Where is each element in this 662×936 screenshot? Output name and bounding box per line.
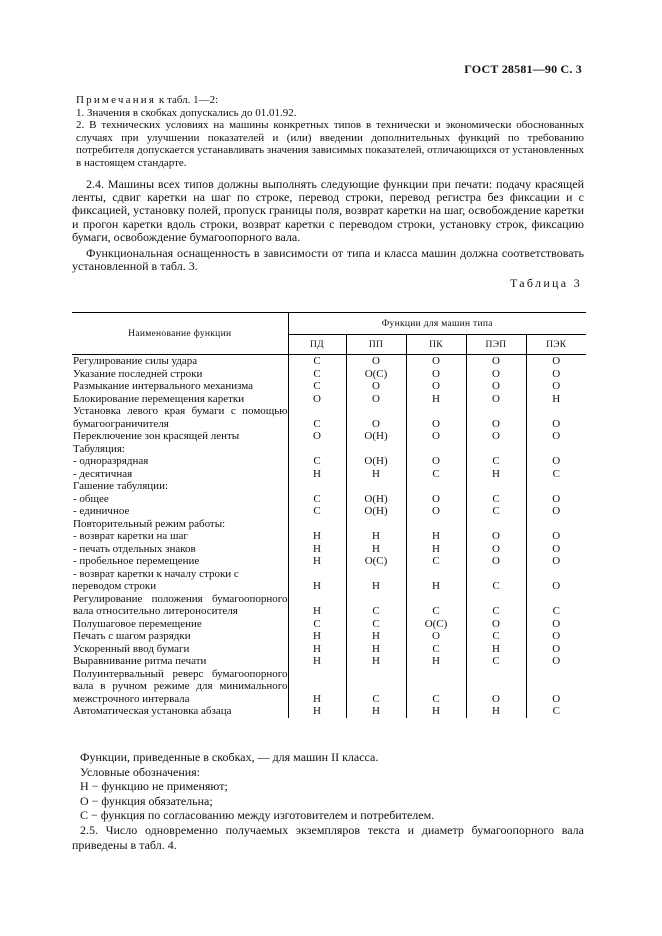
cell-value: О — [466, 405, 526, 430]
cell-value: Н — [466, 705, 526, 718]
cell-value: О — [466, 368, 526, 381]
cell-value: О — [406, 380, 466, 393]
cell-value: Н — [288, 643, 346, 656]
row-function-name — [72, 443, 288, 456]
table-row — [72, 543, 586, 556]
row-function-name — [72, 593, 288, 618]
cell-value — [288, 480, 346, 493]
row-function-name — [72, 455, 288, 468]
cell-value: О — [526, 568, 586, 593]
col-header-type: ПК — [406, 335, 466, 355]
cell-value — [526, 518, 586, 531]
row-function-name — [72, 543, 288, 556]
brackets-note: Функции, приведенные в скобках, — для машин II класса. — [80, 750, 379, 764]
cell-value: Н — [288, 468, 346, 481]
row-function-label: Автоматическая установка абзаца — [73, 705, 232, 717]
cell-value: О — [526, 368, 586, 381]
cell-value: Н — [406, 568, 466, 593]
cell-value: О — [466, 430, 526, 443]
cell-value: С — [406, 555, 466, 568]
cell-value — [526, 480, 586, 493]
cell-value: С — [288, 355, 346, 368]
cell-value: О — [526, 655, 586, 668]
notes-title-rest: к табл. 1—2: — [156, 94, 219, 106]
cell-value: С — [406, 668, 466, 706]
row-function-label: - печать отдельных знаков — [73, 542, 196, 555]
row-function-name — [72, 518, 288, 531]
cell-value: О — [346, 405, 406, 430]
table-row — [72, 530, 586, 543]
cell-value: О — [526, 555, 586, 568]
cell-value: О — [406, 455, 466, 468]
cell-value: С — [526, 593, 586, 618]
cell-value: С — [466, 455, 526, 468]
table-row — [72, 405, 586, 430]
cell-value: О(Н) — [346, 493, 406, 506]
cell-value: С — [406, 643, 466, 656]
cell-value: О(С) — [346, 368, 406, 381]
legend-c: С − функция по согласованию между изготовителем и потребителем. — [80, 808, 435, 823]
row-function-name — [72, 505, 288, 518]
cell-value: О — [526, 543, 586, 556]
cell-value: С — [466, 493, 526, 506]
cell-value: О — [526, 355, 586, 368]
cell-value: О — [526, 668, 586, 706]
row-function-label: Повторительный режим работы: — [73, 517, 226, 530]
row-function-label: Полуинтервальный реверс бумагоопорного вала в ручном режиме для минимального межстрочного интервала — [73, 667, 288, 705]
cell-value: Н — [406, 655, 466, 668]
cell-value: О — [346, 393, 406, 406]
cell-value: С — [466, 568, 526, 593]
notes-block — [72, 94, 584, 170]
cell-value: О(Н) — [346, 430, 406, 443]
cell-value: О — [466, 618, 526, 631]
body-text-1 — [72, 178, 584, 273]
table-row — [72, 430, 586, 443]
table-row — [72, 593, 586, 618]
table-row — [72, 355, 586, 368]
cell-value — [288, 518, 346, 531]
cell-value: С — [466, 505, 526, 518]
cell-value: О — [466, 543, 526, 556]
cell-value: О — [406, 505, 466, 518]
cell-value: Н — [406, 530, 466, 543]
cell-value: С — [526, 468, 586, 481]
table-row — [72, 555, 586, 568]
cell-value: Н — [466, 468, 526, 481]
table-row — [72, 493, 586, 506]
row-function-name — [72, 555, 288, 568]
cell-value — [406, 518, 466, 531]
cell-value: С — [288, 455, 346, 468]
row-function-name — [72, 468, 288, 481]
cell-value: С — [288, 380, 346, 393]
cell-value — [346, 480, 406, 493]
cell-value — [406, 480, 466, 493]
page-header: ГОСТ 28581—90 С. 3 — [464, 62, 582, 76]
paragraph-2-5: 2.5. Число одновременно получаемых экземпляров текста и диаметр бумагоопорного вала приведены в табл. 4. — [72, 822, 584, 852]
row-function-label: Размыкание интервального механизма — [73, 380, 254, 392]
cell-value: О(Н) — [346, 455, 406, 468]
legend-o: О − функция обязательна; — [80, 793, 213, 808]
cell-value: Н — [346, 705, 406, 718]
functions-table — [72, 312, 586, 718]
row-function-name — [72, 668, 288, 706]
row-function-label: - десятичная — [73, 467, 133, 480]
cell-value: С — [346, 618, 406, 631]
row-function-label: Табуляция: — [73, 442, 125, 455]
row-function-name — [72, 630, 288, 643]
cell-value: О — [526, 643, 586, 656]
row-function-name — [72, 655, 288, 668]
cell-value: О — [288, 393, 346, 406]
cell-value: Н — [526, 393, 586, 406]
cell-value: Н — [288, 630, 346, 643]
row-function-name — [72, 705, 288, 718]
cell-value: Н — [346, 643, 406, 656]
cell-value — [346, 443, 406, 456]
cell-value: Н — [288, 705, 346, 718]
cell-value: Н — [406, 543, 466, 556]
row-function-label: - одноразрядная — [73, 455, 149, 467]
cell-value — [466, 480, 526, 493]
col-header-type: ПЭП — [466, 335, 526, 355]
cell-value — [466, 443, 526, 456]
row-function-name — [72, 405, 288, 430]
cell-value: О — [526, 380, 586, 393]
cell-value: О — [526, 405, 586, 430]
row-function-label: Регулирование силы удара — [73, 355, 198, 367]
row-function-label: Гашение табуляции: — [73, 480, 169, 492]
table-row — [72, 568, 586, 593]
cell-value: О — [406, 430, 466, 443]
cell-value: Н — [466, 643, 526, 656]
cell-value: Н — [346, 655, 406, 668]
cell-value: Н — [346, 630, 406, 643]
col-header-name: Наименование функции — [72, 313, 288, 355]
cell-value: О — [466, 355, 526, 368]
cell-value: Н — [346, 530, 406, 543]
table-row — [72, 443, 586, 456]
notes-title — [72, 94, 584, 107]
cell-value: О — [406, 493, 466, 506]
table-row — [72, 393, 586, 406]
col-header-type: ПП — [346, 335, 406, 355]
cell-value — [526, 443, 586, 456]
row-function-label: Ускоренный ввод бумаги — [73, 642, 190, 655]
cell-value: О — [526, 455, 586, 468]
cell-value: О — [466, 555, 526, 568]
table-row — [72, 655, 586, 668]
cell-value: О — [466, 530, 526, 543]
row-function-name — [72, 368, 288, 381]
cell-value: Н — [346, 543, 406, 556]
cell-value: С — [288, 505, 346, 518]
cell-value: Н — [288, 593, 346, 618]
row-function-label: Установка левого края бумаги с помощью бумагоограничителя — [73, 405, 288, 430]
row-function-name — [72, 493, 288, 506]
cell-value: О — [526, 618, 586, 631]
col-header-type: ПЭК — [526, 335, 586, 355]
cell-value: Н — [288, 530, 346, 543]
cell-value: О — [526, 430, 586, 443]
row-function-label: Регулирование положения бумагоопорного вала относительно литероносителя — [73, 592, 288, 617]
cell-value: С — [466, 593, 526, 618]
table-row — [72, 705, 586, 718]
table-caption: Таблица 3 — [509, 276, 582, 290]
table-row — [72, 505, 586, 518]
cell-value: С — [288, 368, 346, 381]
row-function-label: Выравнивание ритма печати — [73, 655, 207, 667]
row-function-label: - возврат каретки к началу строки с переводом строки — [72, 567, 239, 592]
col-header-group: Функции для машин типа — [288, 313, 586, 335]
cell-value: О — [406, 368, 466, 381]
cell-value: О — [526, 630, 586, 643]
cell-value: О — [406, 355, 466, 368]
cell-value: О — [526, 530, 586, 543]
row-function-name — [72, 380, 288, 393]
cell-value: О(С) — [406, 618, 466, 631]
table-row — [72, 618, 586, 631]
row-function-name — [72, 643, 288, 656]
cell-value: С — [346, 668, 406, 706]
cell-value: О — [346, 380, 406, 393]
row-function-label: - единичное — [73, 505, 130, 517]
row-function-name — [72, 355, 288, 368]
table-row — [72, 668, 586, 706]
cell-value: О — [466, 393, 526, 406]
row-function-label: - общее — [73, 492, 109, 505]
row-function-label: Указание последней строки — [73, 367, 203, 380]
row-function-name — [72, 480, 288, 493]
cell-value: С — [466, 630, 526, 643]
legend-h: Н − функцию не применяют; — [80, 779, 228, 794]
table-row — [72, 480, 586, 493]
cell-value — [288, 443, 346, 456]
row-function-label: Полушаговое перемещение — [73, 617, 202, 630]
cell-value: О — [526, 493, 586, 506]
cell-value: С — [406, 593, 466, 618]
cell-value: О — [288, 430, 346, 443]
cell-value: О(С) — [346, 555, 406, 568]
col-header-type: ПД — [288, 335, 346, 355]
table-row — [72, 468, 586, 481]
cell-value: О — [466, 668, 526, 706]
body-text-2 — [72, 750, 584, 852]
cell-value: О — [406, 405, 466, 430]
paragraph-2-4: 2.4. Машины всех типов должны выполнять следующие функции при печати: подачу красящей ленты, сдвиг каретки на шаг по строке, перевод строки, перевод регистра без фиксации и с фиксацией, установку полей, пропуск границы поля, возврат каретки на шаг, освобождение каретки и прогон каретки вдоль строки, возврат каретки с переводом строки, установку строк, фиксацию бумаги, освобождение бумагоопорного вала. — [72, 177, 584, 244]
row-function-label: - возврат каретки на шаг — [73, 530, 188, 542]
row-function-name — [72, 530, 288, 543]
row-function-label: Переключение зон красящей ленты — [73, 430, 240, 442]
note-2: 2. В технических условиях на машины конкретных типов в технически и экономически обоснованных случаях при улучшении показателей и (или) введении дополнительных функций по требованию потребителя допускается устанавливать значения зависимых показателей, отличающихся от установленных в настоящем стандарте. — [76, 119, 584, 169]
row-function-name — [72, 618, 288, 631]
table-row — [72, 630, 586, 643]
table-row — [72, 643, 586, 656]
cell-value: Н — [346, 468, 406, 481]
cell-value: Н — [406, 705, 466, 718]
cell-value: С — [526, 705, 586, 718]
row-function-name — [72, 393, 288, 406]
notes-title-spaced: Примечания — [76, 94, 157, 106]
cell-value: С — [288, 618, 346, 631]
row-function-label: Блокирование перемещения каретки — [73, 392, 245, 405]
cell-value: С — [288, 405, 346, 430]
table-row — [72, 368, 586, 381]
cell-value — [466, 518, 526, 531]
paragraph-functional: Функциональная оснащенность в зависимости от типа и класса машин должна соответствовать установленной в табл. 3. — [72, 246, 584, 274]
row-function-name — [72, 430, 288, 443]
cell-value: О — [526, 505, 586, 518]
cell-value: О — [406, 630, 466, 643]
cell-value: О — [346, 355, 406, 368]
row-function-label: - пробельное перемещение — [73, 555, 200, 567]
cell-value: О — [466, 380, 526, 393]
cell-value: Н — [346, 568, 406, 593]
cell-value: Н — [288, 655, 346, 668]
cell-value: Н — [288, 668, 346, 706]
table-row — [72, 455, 586, 468]
cell-value — [346, 518, 406, 531]
cell-value: Н — [288, 543, 346, 556]
cell-value: Н — [288, 568, 346, 593]
table-row — [72, 380, 586, 393]
cell-value: Н — [288, 555, 346, 568]
cell-value: С — [406, 468, 466, 481]
cell-value: С — [466, 655, 526, 668]
note-1: 1. Значения в скобках допускались до 01.01.92. — [76, 106, 297, 119]
cell-value: О(Н) — [346, 505, 406, 518]
cell-value: С — [288, 493, 346, 506]
cell-value — [406, 443, 466, 456]
row-function-name — [72, 568, 288, 593]
cell-value: Н — [406, 393, 466, 406]
row-function-label: Печать с шагом разрядки — [73, 630, 191, 642]
table-row — [72, 518, 586, 531]
cell-value: С — [346, 593, 406, 618]
legend-title: Условные обозначения: — [80, 764, 201, 779]
